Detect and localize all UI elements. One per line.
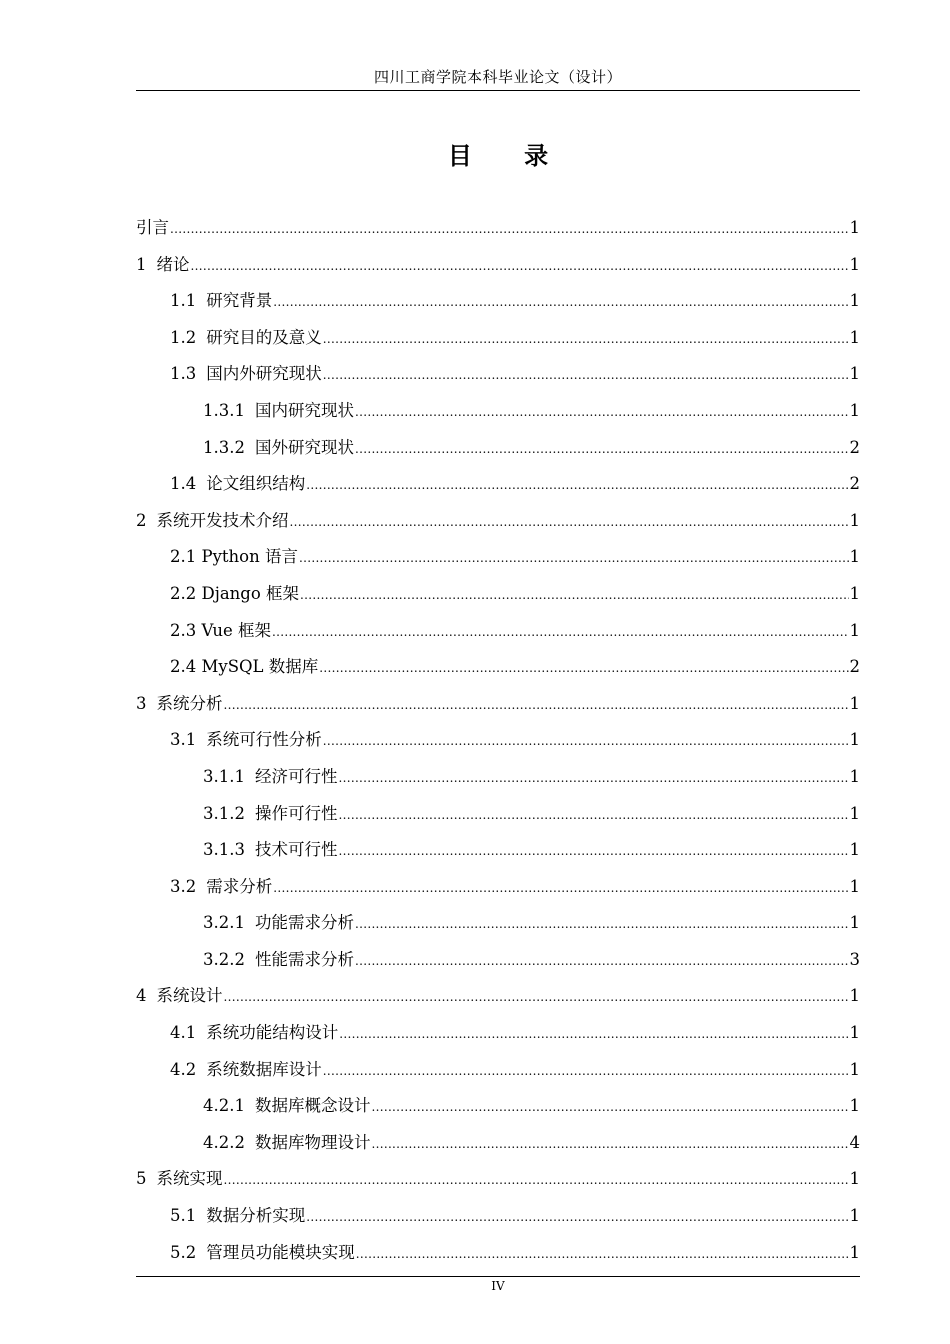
toc-entry-number: 4.2.1 xyxy=(203,1096,245,1116)
toc-dot-leader xyxy=(323,723,849,760)
toc-entry-title: 系统可行性分析 xyxy=(206,730,322,750)
toc-entry-page: 1 xyxy=(849,1169,860,1189)
toc-entry-title: 经济可行性 xyxy=(254,766,338,786)
toc-entry-number: 3 xyxy=(136,693,147,713)
toc-entry-title: 2.2 Django 框架 xyxy=(170,583,300,603)
toc-entry-page: 1 xyxy=(849,254,860,274)
toc-dot-leader xyxy=(224,979,849,1016)
toc-entry-page: 1 xyxy=(849,840,860,860)
toc-dot-leader xyxy=(338,760,848,797)
toc-entry-number: 4.1 xyxy=(170,1023,197,1043)
toc-entry-page: 4 xyxy=(849,1132,860,1152)
toc-entry[interactable] xyxy=(136,1088,860,1125)
toc-entry-number: 3.1.3 xyxy=(203,840,245,860)
toc-entry-number: 5.1 xyxy=(170,1206,197,1226)
toc-entry-title: 国内研究现状 xyxy=(254,400,354,420)
toc-entry-number: 3.2.1 xyxy=(203,913,245,933)
toc-entry-page: 1 xyxy=(849,986,860,1006)
toc-entry-number: 3.1.1 xyxy=(203,766,245,786)
toc-entry-page: 1 xyxy=(849,547,860,567)
toc-entry-page: 1 xyxy=(849,291,860,311)
toc-entry-page: 1 xyxy=(849,583,860,603)
toc-entry[interactable] xyxy=(136,466,860,503)
toc-dot-leader xyxy=(191,248,849,285)
toc-entry-title: 2.1 Python 语言 xyxy=(170,547,298,567)
toc-entry-title: 性能需求分析 xyxy=(254,949,354,969)
toc-dot-leader xyxy=(355,943,849,980)
toc-title: 目 录 xyxy=(447,141,571,170)
toc-dot-leader xyxy=(170,211,849,248)
toc-entry-title: 数据分析实现 xyxy=(206,1206,306,1226)
toc-entry-title: 功能需求分析 xyxy=(254,913,354,933)
toc-entry-title: 引言 xyxy=(136,218,169,237)
toc-dot-leader xyxy=(319,650,848,687)
toc-entry-title: 论文组织结构 xyxy=(206,474,306,494)
toc-entry-number: 4 xyxy=(136,986,147,1006)
toc-entry[interactable] xyxy=(136,356,860,393)
toc-entry-page: 1 xyxy=(849,327,860,347)
toc-dot-leader xyxy=(339,1016,848,1053)
toc-dot-leader xyxy=(272,614,849,651)
toc-entry[interactable] xyxy=(136,942,860,979)
toc-entry-title: 系统实现 xyxy=(156,1169,223,1189)
toc-entry-number: 3.1 xyxy=(170,730,197,750)
toc-dot-leader xyxy=(355,394,849,431)
toc-dot-leader xyxy=(224,1162,849,1199)
toc-entry-number: 1.3.1 xyxy=(203,400,245,420)
toc-dot-leader xyxy=(338,797,848,834)
page-footer xyxy=(136,1276,860,1295)
toc-entry[interactable] xyxy=(136,722,860,759)
toc-entry-title: 需求分析 xyxy=(206,876,273,896)
toc-entry-number: 1.1 xyxy=(170,291,197,311)
toc-entry[interactable] xyxy=(136,539,860,576)
toc-dot-leader xyxy=(338,833,848,870)
toc-entry-page: 1 xyxy=(849,730,860,750)
toc-entry-page: 1 xyxy=(849,1096,860,1116)
toc-entry[interactable] xyxy=(136,1015,860,1052)
toc-entry-number: 2 xyxy=(136,510,147,530)
toc-entry-page: 1 xyxy=(849,620,860,640)
toc-dot-leader xyxy=(306,467,848,504)
toc-entry-title: 系统数据库设计 xyxy=(206,1059,322,1079)
toc-entry-number: 3.1.2 xyxy=(203,803,245,823)
toc-entry[interactable] xyxy=(136,576,860,613)
toc-dot-leader xyxy=(273,284,848,321)
toc-entry-page: 2 xyxy=(849,437,860,457)
toc-dot-leader xyxy=(356,1236,849,1273)
toc-entry-title: 国外研究现状 xyxy=(254,437,354,457)
toc-entry-number: 3.2 xyxy=(170,876,197,896)
toc-entry[interactable] xyxy=(136,393,860,430)
toc-entry[interactable] xyxy=(136,283,860,320)
toc-dot-leader xyxy=(323,321,849,358)
toc-entry-page: 1 xyxy=(849,913,860,933)
toc-entry-number: 1.2 xyxy=(170,327,197,347)
toc-entry-page: 2 xyxy=(849,657,860,677)
toc-entry[interactable] xyxy=(136,503,860,540)
header-text: 四川工商学院本科毕业论文（设计） xyxy=(373,68,622,86)
toc-entry[interactable] xyxy=(136,1161,860,1198)
toc-entry-page: 1 xyxy=(849,693,860,713)
toc-entry-title: 系统开发技术介绍 xyxy=(156,510,289,530)
toc-entry[interactable] xyxy=(136,832,860,869)
toc-dot-leader xyxy=(224,687,849,724)
toc-entry[interactable] xyxy=(136,649,860,686)
toc-entry-number: 1.3 xyxy=(170,364,197,384)
toc-entry-title: 数据库物理设计 xyxy=(254,1132,371,1152)
toc-entry-title: 数据库概念设计 xyxy=(254,1096,371,1116)
toc-dot-leader xyxy=(290,504,849,541)
toc-entry-number: 5 xyxy=(136,1169,147,1189)
toc-entry-page: 1 xyxy=(849,876,860,896)
toc-entry-page: 3 xyxy=(849,949,860,969)
toc-entry-page: 1 xyxy=(849,1023,860,1043)
toc-entry-page: 1 xyxy=(849,510,860,530)
toc-entry-number: 1.4 xyxy=(170,474,197,494)
toc-entry[interactable] xyxy=(136,430,860,467)
toc-entry-number: 1.3.2 xyxy=(203,437,245,457)
toc-dot-leader xyxy=(306,1199,848,1236)
toc-entry-page: 1 xyxy=(849,766,860,786)
toc-entry-title: 系统分析 xyxy=(156,693,223,713)
toc-entry-number: 5.2 xyxy=(170,1242,197,1262)
toc-entry[interactable] xyxy=(136,247,860,284)
toc-entry[interactable] xyxy=(136,759,860,796)
toc-entry[interactable] xyxy=(136,1052,860,1089)
page-number: IV xyxy=(491,1279,505,1293)
toc-entry[interactable] xyxy=(136,869,860,906)
toc-entry-page: 1 xyxy=(849,1206,860,1226)
toc-entry[interactable] xyxy=(136,320,860,357)
toc-entry-number: 4.2.2 xyxy=(203,1132,245,1152)
toc-entry-page: 1 xyxy=(849,364,860,384)
toc-entry-title: 系统功能结构设计 xyxy=(206,1023,339,1043)
toc-dot-leader xyxy=(323,1053,849,1090)
toc-entry[interactable] xyxy=(136,1198,860,1235)
toc-entry[interactable] xyxy=(136,978,860,1015)
toc-entry[interactable] xyxy=(136,210,860,247)
toc-entry-title: 操作可行性 xyxy=(254,803,338,823)
toc-entry-page: 1 xyxy=(849,218,860,237)
toc-entry[interactable] xyxy=(136,686,860,723)
toc-entry-title: 2.4 MySQL 数据库 xyxy=(170,657,319,677)
toc-entry-page: 1 xyxy=(849,803,860,823)
toc-dot-leader xyxy=(371,1126,848,1163)
toc-entry-title: 系统设计 xyxy=(156,986,223,1006)
page-header xyxy=(136,66,860,91)
table-of-contents xyxy=(136,210,860,1271)
toc-entry[interactable] xyxy=(136,1235,860,1272)
toc-entry[interactable] xyxy=(136,1125,860,1162)
toc-dot-leader xyxy=(355,431,849,468)
toc-entry[interactable] xyxy=(136,905,860,942)
toc-entry-number: 3.2.2 xyxy=(203,949,245,969)
toc-entry-title: 研究背景 xyxy=(206,291,273,311)
toc-entry-page: 1 xyxy=(849,1059,860,1079)
toc-dot-leader xyxy=(323,357,849,394)
toc-entry[interactable] xyxy=(136,796,860,833)
toc-entry-title: 绪论 xyxy=(156,254,190,274)
toc-dot-leader xyxy=(273,870,848,907)
toc-entry-number: 4.2 xyxy=(170,1059,197,1079)
toc-entry[interactable] xyxy=(136,613,860,650)
toc-dot-leader xyxy=(371,1089,848,1126)
toc-entry-page: 1 xyxy=(849,1242,860,1262)
toc-dot-leader xyxy=(299,540,849,577)
toc-dot-leader xyxy=(355,906,849,943)
toc-entry-title: 研究目的及意义 xyxy=(206,327,322,347)
toc-entry-title: 技术可行性 xyxy=(254,840,338,860)
toc-entry-title: 2.3 Vue 框架 xyxy=(170,620,271,640)
toc-entry-title: 国内外研究现状 xyxy=(206,364,322,384)
toc-entry-page: 1 xyxy=(849,400,860,420)
toc-entry-number: 1 xyxy=(136,254,147,274)
toc-entry-page: 2 xyxy=(849,474,860,494)
toc-entry-title: 管理员功能模块实现 xyxy=(206,1242,355,1262)
toc-dot-leader xyxy=(300,577,848,614)
